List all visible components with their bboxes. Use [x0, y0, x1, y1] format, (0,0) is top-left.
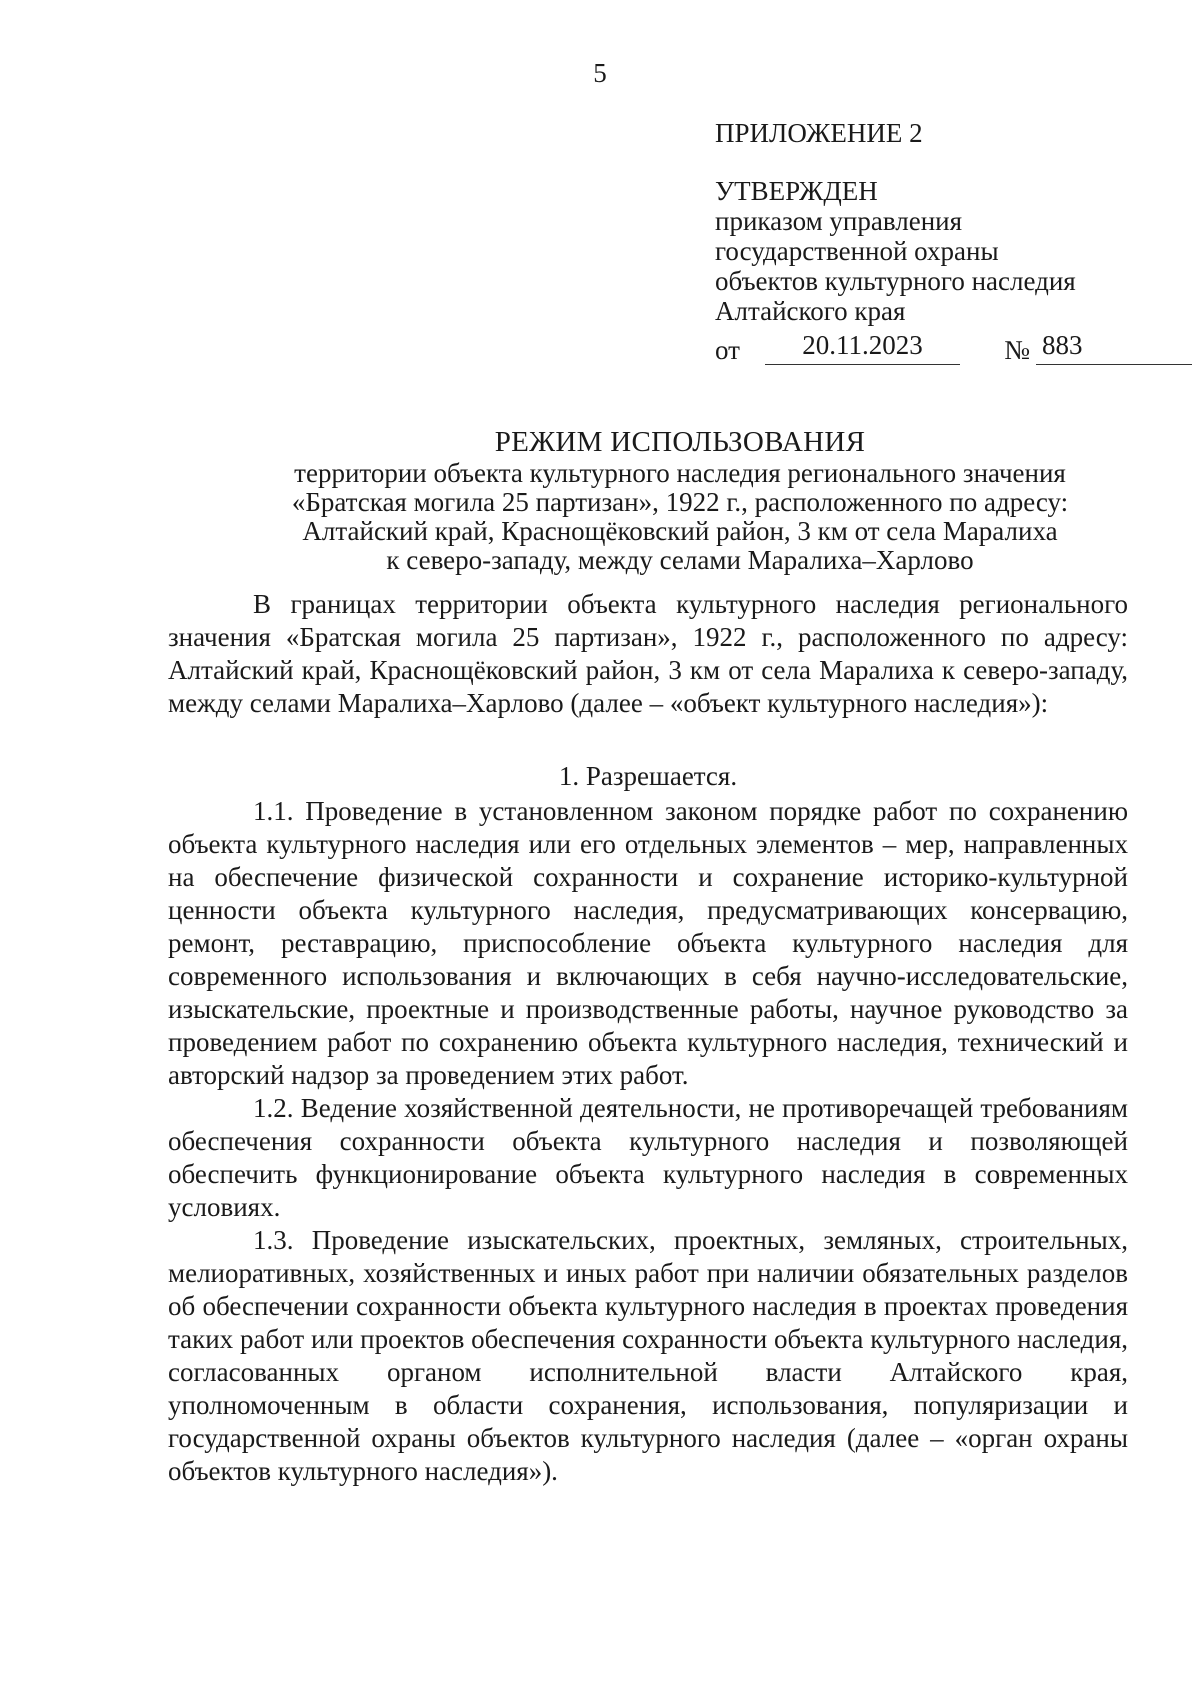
approval-line: Алтайского края: [715, 296, 906, 326]
section-title: 1. Разрешается.: [558, 761, 738, 791]
order-number: 883: [1036, 330, 1192, 365]
document-body: [168, 588, 1128, 1488]
approval-line: государственной охраны: [715, 236, 999, 266]
number-prefix: №: [1004, 335, 1030, 365]
appendix-label: ПРИЛОЖЕНИЕ 2: [715, 118, 923, 148]
title-line: к северо-западу, между селами Маралиха–Харлово: [386, 545, 974, 575]
item-paragraph: 1.2. Ведение хозяйственной деятельности, не противоречащей требованиям обеспечения сохранности объекта культурного наследия и позволяющей обеспечить функционирование объекта культурного наследия в современных условиях.: [168, 1093, 1128, 1222]
approval-line: приказом управления: [715, 206, 963, 236]
title-line: территории объекта культурного наследия регионального значения: [294, 458, 1066, 488]
item-paragraph: 1.1. Проведение в установленном законом порядке работ по сохранению объекта культурного наследия или его отдельных элементов – мер, направленных на обеспечение физической сохранности и сохранение историко-культурной ценности объекта культурного наследия, предусматривающих консервацию, ремонт, реставрацию, приспособление объекта культурного наследия для современного использования и включающих в себя научно-исследовательские, изыскательские, проектные и производственные работы, научное руководство за проведением работ по сохранению объекта культурного наследия, технический и авторский надзор за проведением этих работ.: [168, 796, 1128, 1090]
date-number-row: [715, 330, 1192, 365]
approval-line: объектов культурного наследия: [715, 266, 1076, 296]
page-number: 5: [593, 58, 607, 88]
approved-label: УТВЕРЖДЕН: [715, 176, 878, 206]
title-line: Алтайский край, Краснощёковский район, 3 км от села Маралиха: [302, 516, 1058, 546]
order-date: 20.11.2023: [765, 330, 960, 365]
intro-paragraph: В границах территории объекта культурного наследия регионального значения «Братская могила 25 партизан», 1922 г., расположенного по адресу: Алтайский край, Краснощёковский район, 3 км от села Маралиха к северо-западу, между селами Маралиха–Харлово (далее – «объект культурного наследия»):: [168, 589, 1128, 718]
approval-block: [715, 118, 1192, 365]
title-heading: РЕЖИМ ИСПОЛЬЗОВАНИЯ: [494, 426, 866, 458]
date-prefix: от: [715, 335, 740, 365]
document-title: [180, 428, 1180, 575]
title-line: «Братская могила 25 партизан», 1922 г., расположенного по адресу:: [291, 487, 1069, 517]
item-paragraph: 1.3. Проведение изыскательских, проектных, земляных, строительных, мелиоративных, хозяйственных и иных работ при наличии обязательных разделов об обеспечении сохранности объекта культурного наследия в проектах проведения таких работ или проектов обеспечения сохранности объекта культурного наследия, согласованных органом исполнительной власти Алтайского края, уполномоченным в области сохранения, использования, популяризации и государственной охраны объектов культурного наследия (далее – «орган охраны объектов культурного наследия»).: [168, 1225, 1128, 1486]
